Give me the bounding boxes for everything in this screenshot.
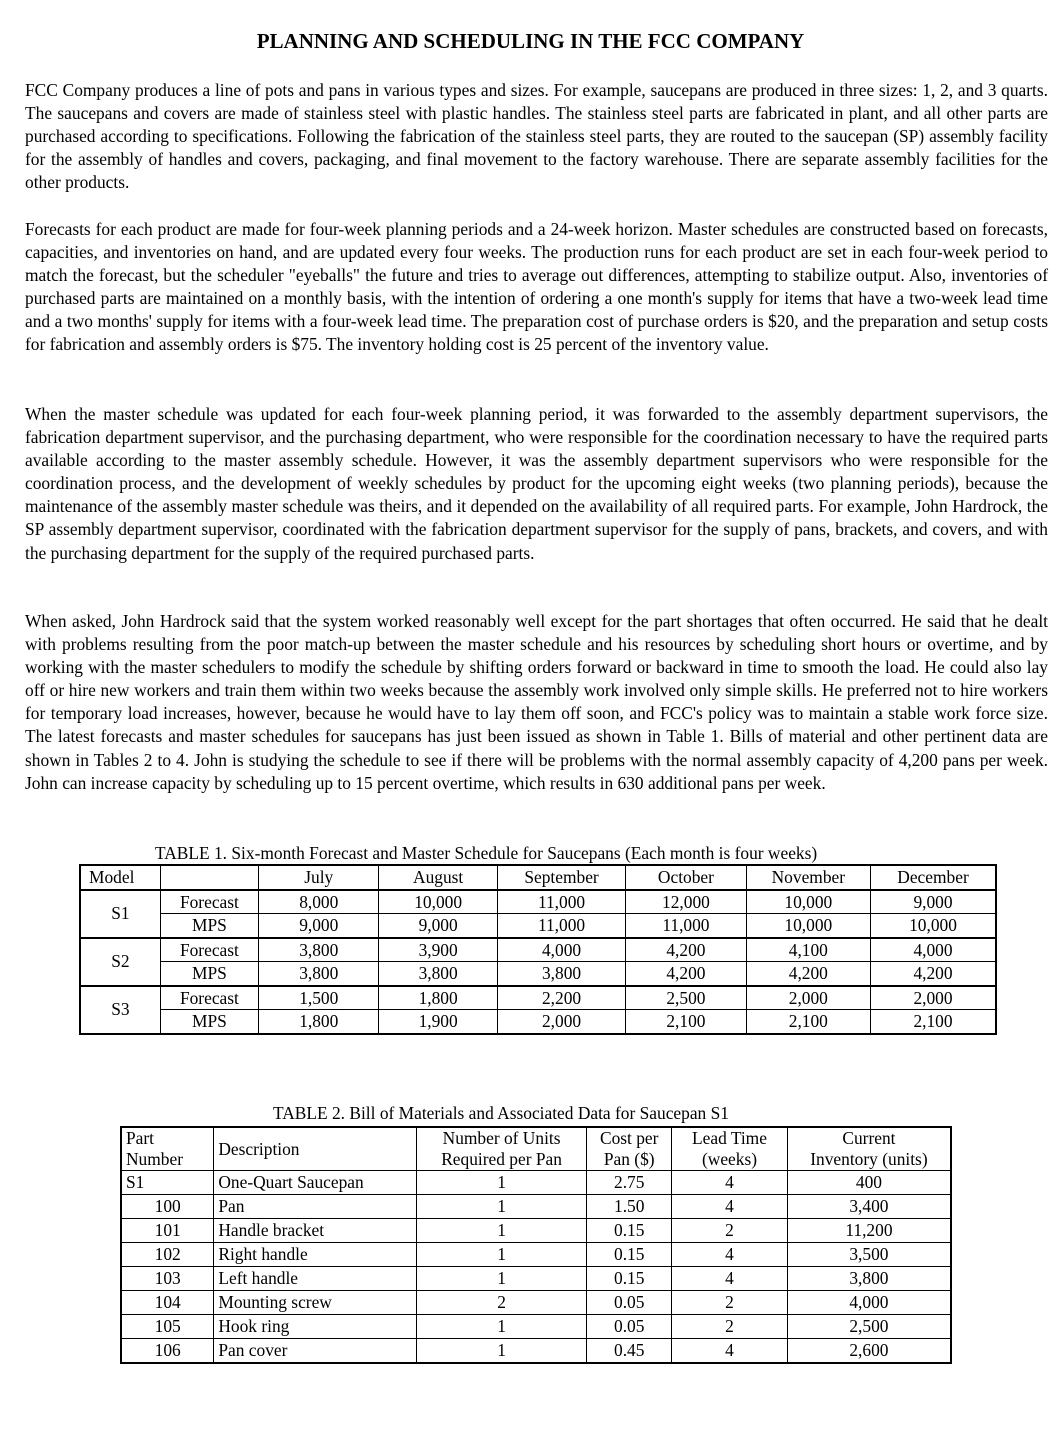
lead-time-cell: 4	[672, 1195, 788, 1219]
row-label: MPS	[160, 1010, 258, 1034]
units-header	[416, 1127, 587, 1171]
value-cell: 1,800	[379, 986, 497, 1010]
cost-cell: 0.05	[587, 1291, 672, 1315]
units-cell: 1	[416, 1339, 587, 1364]
value-cell: 10,000	[746, 914, 870, 938]
value-cell: 9,000	[379, 914, 497, 938]
paragraph-4: When asked, John Hardrock said that the system worked reasonably well except for the part shortages that often occurred. He said that he dealt with problems resulting from the poor match-up between the master schedule and his resources by scheduling short hours or overtime, and by working with the master schedulers to modify the schedule by shifting orders forward or backward in time to smooth the load. He could also lay off or hire new workers and train them within two weeks because the assembly work involved only simple skills. He preferred not to hire workers for temporary load increases, however, because he would have to lay them off soon, and FCC's policy was to maintain a stable work force size. The latest forecasts and master schedules for saucepans has just been issued as shown in Table 1. Bills of material and other pertinent data are shown in Tables 2 to 4. John is studying the schedule to see if there will be problems with the normal assembly capacity of 4,200 pans per week. John can increase capacity by scheduling up to 15 percent overtime, which results in 630 additional pans per week.	[25, 611, 1048, 793]
month-header: July	[259, 865, 379, 890]
value-cell: 12,000	[626, 890, 746, 914]
month-header: November	[746, 865, 870, 890]
forecast-mps-table	[79, 864, 997, 1035]
table-row	[80, 986, 996, 1010]
value-cell: 11,000	[497, 914, 625, 938]
table-row	[80, 962, 996, 986]
part-number-cell: 101	[121, 1219, 214, 1243]
inventory-cell: 4,000	[787, 1291, 951, 1315]
lead-time-cell: 4	[672, 1171, 788, 1195]
value-cell: 8,000	[259, 890, 379, 914]
table-row	[121, 1219, 951, 1243]
value-cell: 10,000	[379, 890, 497, 914]
month-header: September	[497, 865, 625, 890]
table-row	[121, 1171, 951, 1195]
units-cell: 1	[416, 1171, 587, 1195]
inventory-header	[787, 1127, 951, 1171]
inventory-cell: 2,600	[787, 1339, 951, 1364]
value-cell: 9,000	[259, 914, 379, 938]
table-row	[121, 1195, 951, 1219]
paragraph-2: Forecasts for each product are made for four-week planning periods and a 24-week horizon. Master schedules are constructed based on forecasts, capacities, and inventories on hand, and are updated every four weeks. The production runs for each product are set in each four-week period to match the forecast, but the scheduler "eyeballs" the future and tries to average out differences, attempting to stabilize output. Also, inventories of purchased parts are maintained on a monthly basis, with the intention of ordering a one month's supply for items that have a two-week lead time and a two months' supply for items with a four-week lead time. The preparation cost of purchase orders is $20, and the preparation and setup costs for fabrication and assembly orders is $75. The inventory holding cost is 25 percent of the inventory value.	[25, 219, 1048, 355]
cost-cell: 0.15	[587, 1267, 672, 1291]
cost-cell: 0.15	[587, 1243, 672, 1267]
value-cell: 11,000	[497, 890, 625, 914]
table-row	[80, 914, 996, 938]
units-cell: 1	[416, 1219, 587, 1243]
description-cell: Pan	[214, 1195, 416, 1219]
inventory-cell: 2,500	[787, 1315, 951, 1339]
description-cell: One-Quart Saucepan	[214, 1171, 416, 1195]
cost-header	[587, 1127, 672, 1171]
lead-time-cell: 4	[672, 1243, 788, 1267]
units-header-line1: Number of Units	[442, 1128, 561, 1148]
lead-time-cell: 4	[672, 1267, 788, 1291]
value-cell: 4,000	[871, 938, 996, 962]
value-cell: 2,500	[626, 986, 746, 1010]
value-cell: 1,500	[259, 986, 379, 1010]
month-header: August	[379, 865, 497, 890]
units-cell: 1	[416, 1267, 587, 1291]
value-cell: 4,200	[626, 962, 746, 986]
paragraph-3: When the master schedule was updated for each four-week planning period, it was forwarded to the assembly department supervisors, the fabrication department supervisor, and the purchasing department, who were responsible for the coordination necessary to have the required parts available according to the master assembly schedule. However, it was the assembly department supervisors who were responsible for the coordination process, and the development of weekly schedules by product for the upcoming eight weeks (two planning periods), because the maintenance of the assembly master schedule was theirs, and it depended on the availability of all required parts. For example, John Hardrock, the SP assembly department supervisor, coordinated with the fabrication department supervisor for the supply of pans, brackets, and covers, and with the purchasing department for the supply of the required purchased parts.	[25, 404, 1048, 563]
description-cell: Right handle	[214, 1243, 416, 1267]
value-cell: 2,200	[497, 986, 625, 1010]
units-cell: 1	[416, 1243, 587, 1267]
table-row	[121, 1315, 951, 1339]
inventory-cell: 3,800	[787, 1267, 951, 1291]
table1-header-row	[80, 865, 996, 890]
model-cell: S3	[80, 986, 160, 1034]
cost-header-line1: Cost per	[600, 1128, 659, 1148]
value-cell: 2,100	[746, 1010, 870, 1034]
part-number-header	[121, 1127, 214, 1171]
value-cell: 10,000	[746, 890, 870, 914]
label-header	[160, 865, 258, 890]
value-cell: 2,000	[871, 986, 996, 1010]
inventory-header-line2: Inventory (units)	[810, 1149, 928, 1169]
description-cell: Mounting screw	[214, 1291, 416, 1315]
cost-cell: 1.50	[587, 1195, 672, 1219]
value-cell: 2,000	[746, 986, 870, 1010]
table2-header-row	[121, 1127, 951, 1171]
inventory-cell: 400	[787, 1171, 951, 1195]
part-number-header-line1: Part	[126, 1128, 155, 1148]
value-cell: 3,800	[259, 938, 379, 962]
paragraph-1: FCC Company produces a line of pots and pans in various types and sizes. For example, saucepans are produced in three sizes: 1, 2, and 3 quarts. The saucepans and covers are made of stainless steel with plastic handles. The stainless steel parts are fabricated in plant, and all other parts are purchased according to specifications. Following the fabrication of the stainless steel parts, they are routed to the saucepan (SP) assembly facility for the assembly of handles and covers, packaging, and final movement to the factory warehouse. There are separate assembly facilities for the other products.	[25, 80, 1048, 193]
table2-caption: TABLE 2. Bill of Materials and Associated Data for Saucepan S1	[273, 1103, 729, 1123]
part-number-cell: 105	[121, 1315, 214, 1339]
lead-time-cell: 4	[672, 1339, 788, 1364]
cost-cell: 0.05	[587, 1315, 672, 1339]
cost-cell: 0.15	[587, 1219, 672, 1243]
part-number-cell: 106	[121, 1339, 214, 1364]
part-number-cell: 102	[121, 1243, 214, 1267]
part-number-cell: 104	[121, 1291, 214, 1315]
table-row	[121, 1267, 951, 1291]
table-row	[80, 1010, 996, 1034]
lead-time-header	[672, 1127, 788, 1171]
table-row	[121, 1339, 951, 1364]
inventory-header-line1: Current	[842, 1128, 896, 1148]
units-cell: 2	[416, 1291, 587, 1315]
value-cell: 4,200	[871, 962, 996, 986]
cost-cell: 0.45	[587, 1339, 672, 1364]
lead-time-header-line1: Lead Time	[692, 1128, 767, 1148]
table-row	[80, 890, 996, 914]
value-cell: 4,100	[746, 938, 870, 962]
part-number-cell: 103	[121, 1267, 214, 1291]
value-cell: 9,000	[871, 890, 996, 914]
lead-time-header-line2: (weeks)	[701, 1149, 758, 1169]
value-cell: 3,800	[497, 962, 625, 986]
month-header: December	[871, 865, 996, 890]
row-label: Forecast	[160, 986, 258, 1010]
model-cell: S1	[80, 890, 160, 938]
description-cell: Handle bracket	[214, 1219, 416, 1243]
part-number-cell: S1	[121, 1171, 214, 1195]
document-title: PLANNING AND SCHEDULING IN THE FCC COMPANY	[256, 29, 805, 53]
description-cell: Left handle	[214, 1267, 416, 1291]
cost-cell: 2.75	[587, 1171, 672, 1195]
value-cell: 3,800	[379, 962, 497, 986]
description-header: Description	[214, 1127, 416, 1171]
lead-time-cell: 2	[672, 1219, 788, 1243]
units-cell: 1	[416, 1195, 587, 1219]
part-number-cell: 100	[121, 1195, 214, 1219]
row-label: Forecast	[160, 938, 258, 962]
inventory-cell: 3,400	[787, 1195, 951, 1219]
lead-time-cell: 2	[672, 1291, 788, 1315]
lead-time-cell: 2	[672, 1315, 788, 1339]
model-cell: S2	[80, 938, 160, 986]
table-row	[80, 938, 996, 962]
row-label: MPS	[160, 914, 258, 938]
model-header: Model	[80, 865, 160, 890]
table1-caption: TABLE 1. Six-month Forecast and Master Schedule for Saucepans (Each month is four weeks)	[155, 843, 818, 863]
value-cell: 11,000	[626, 914, 746, 938]
inventory-cell: 3,500	[787, 1243, 951, 1267]
cost-header-line2: Pan ($)	[603, 1149, 655, 1169]
row-label: MPS	[160, 962, 258, 986]
month-header: October	[626, 865, 746, 890]
value-cell: 3,800	[259, 962, 379, 986]
value-cell: 4,000	[497, 938, 625, 962]
units-header-line2: Required per Pan	[441, 1149, 562, 1169]
value-cell: 4,200	[746, 962, 870, 986]
table-row	[121, 1291, 951, 1315]
value-cell: 1,900	[379, 1010, 497, 1034]
inventory-cell: 11,200	[787, 1219, 951, 1243]
description-cell: Hook ring	[214, 1315, 416, 1339]
value-cell: 10,000	[871, 914, 996, 938]
table-row	[121, 1243, 951, 1267]
value-cell: 2,100	[626, 1010, 746, 1034]
part-number-header-line2: Number	[126, 1149, 183, 1169]
value-cell: 1,800	[259, 1010, 379, 1034]
value-cell: 2,100	[871, 1010, 996, 1034]
description-cell: Pan cover	[214, 1339, 416, 1364]
value-cell: 2,000	[497, 1010, 625, 1034]
units-cell: 1	[416, 1315, 587, 1339]
value-cell: 3,900	[379, 938, 497, 962]
bill-of-materials-table	[120, 1126, 952, 1364]
value-cell: 4,200	[626, 938, 746, 962]
row-label: Forecast	[160, 890, 258, 914]
